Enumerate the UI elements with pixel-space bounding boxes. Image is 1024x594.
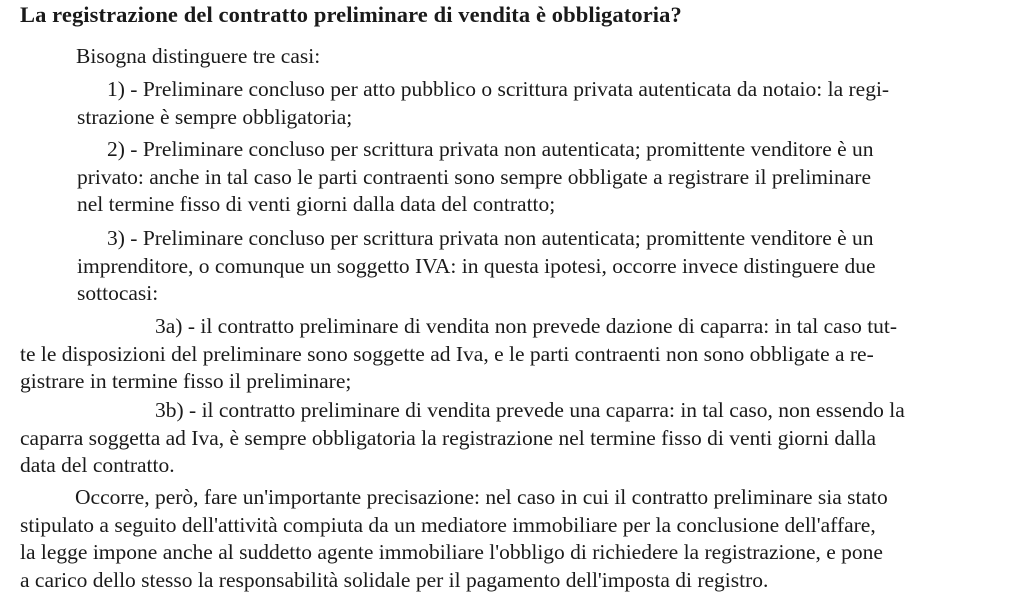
case-2-paragraph <box>77 136 874 219</box>
case-3b-line-2: caparra soggetta ad Iva, è sempre obbligatoria la registrazione nel termine fisso di venti giorni dalla <box>20 425 905 453</box>
case-3b-paragraph <box>20 397 905 480</box>
closing-line-2: stipulato a seguito dell'attività compiuta da un mediatore immobiliare per la conclusione dell'affare, <box>20 512 888 540</box>
closing-line-3: la legge impone anche al suddetto agente immobiliare l'obbligo di richiedere la registrazione, e pone <box>20 539 888 567</box>
case-3b-line-3: data del contratto. <box>20 452 905 480</box>
case-1-line-1: 1) - Preliminare concluso per atto pubblico o scrittura privata autenticata da notaio: la regi- <box>77 76 889 104</box>
case-3a-line-3: gistrare in termine fisso il preliminare; <box>20 368 897 396</box>
case-1-paragraph <box>77 76 889 131</box>
case-3a-line-2: te le disposizioni del preliminare sono soggette ad Iva, e le parti contraenti non sono obbligate a re- <box>20 341 897 369</box>
intro-text: Bisogna distinguere tre casi: <box>76 43 320 71</box>
case-3a-line-1: 3a) - il contratto preliminare di vendita non prevede dazione di caparra: in tal caso tut- <box>20 313 897 341</box>
closing-line-4: a carico dello stesso la responsabilità solidale per il pagamento dell'imposta di registro. <box>20 567 888 594</box>
case-3-line-1: 3) - Preliminare concluso per scrittura privata non autenticata; promittente venditore è un <box>77 225 875 253</box>
case-1-line-2: strazione è sempre obbligatoria; <box>77 104 889 132</box>
case-3-line-3: sottocasi: <box>77 280 875 308</box>
case-2-line-2: privato: anche in tal caso le parti contraenti sono sempre obbligate a registrare il preliminare <box>77 164 874 192</box>
case-2-line-1: 2) - Preliminare concluso per scrittura privata non autenticata; promittente venditore è un <box>77 136 874 164</box>
page-title: La registrazione del contratto preliminare di vendita è obbligatoria? <box>20 2 682 28</box>
intro-paragraph <box>76 43 320 71</box>
closing-line-1: Occorre, però, fare un'importante precisazione: nel caso in cui il contratto preliminare sia stato <box>20 484 888 512</box>
case-3a-paragraph <box>20 313 897 396</box>
closing-paragraph <box>20 484 888 594</box>
case-3-paragraph <box>77 225 875 308</box>
case-3b-line-1: 3b) - il contratto preliminare di vendita prevede una caparra: in tal caso, non essendo la <box>20 397 905 425</box>
case-3-line-2: imprenditore, o comunque un soggetto IVA: in questa ipotesi, occorre invece distinguere due <box>77 253 875 281</box>
case-2-line-3: nel termine fisso di venti giorni dalla data del contratto; <box>77 191 874 219</box>
